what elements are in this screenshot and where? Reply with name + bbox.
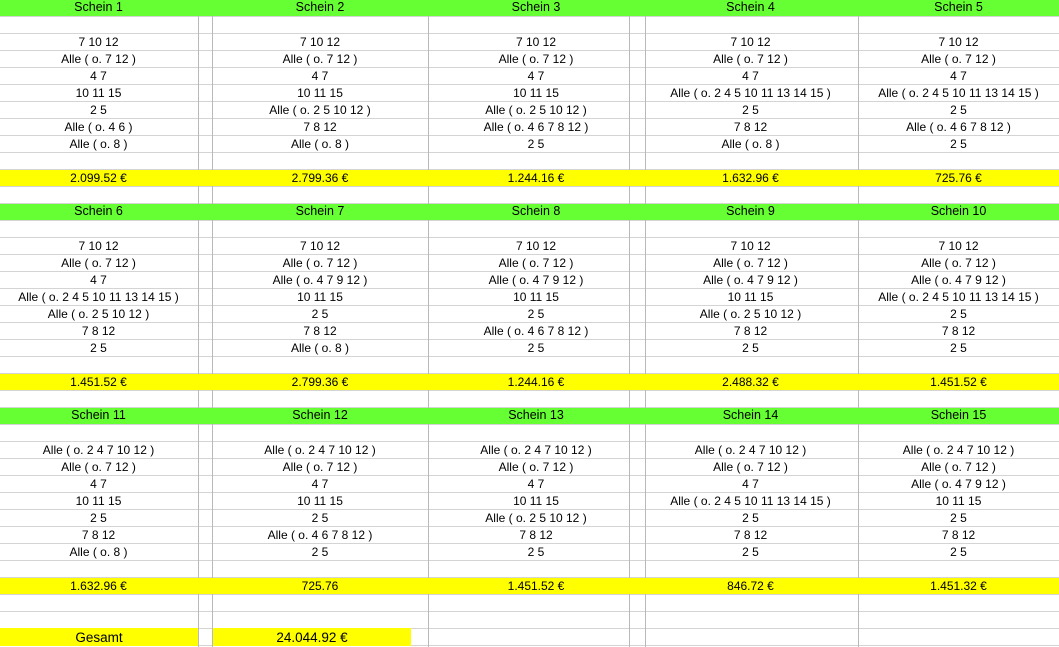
tip-row[interactable]: 7 10 12 xyxy=(299,35,341,49)
tip-row[interactable]: Alle ( o. 4 7 9 12 ) xyxy=(703,273,798,287)
schein-title[interactable]: Schein 9 xyxy=(726,204,775,218)
schein-title[interactable]: Schein 14 xyxy=(722,408,779,422)
tip-row[interactable]: Alle ( o. 7 12 ) xyxy=(61,460,136,474)
schein-title[interactable]: Schein 2 xyxy=(295,0,345,14)
tip-row[interactable]: 4 7 xyxy=(311,69,329,83)
tip-row[interactable]: Alle ( o. 7 12 ) xyxy=(498,460,574,474)
tip-row[interactable]: 7 10 12 xyxy=(515,35,557,49)
schein-title[interactable]: Schein 10 xyxy=(930,204,987,218)
tip-row[interactable]: Alle ( o. 2 5 10 12 ) xyxy=(485,103,587,117)
tip-row[interactable]: Alle ( o. 7 12 ) xyxy=(282,460,358,474)
schein-amount[interactable]: 2.488.32 € xyxy=(722,375,779,389)
tip-row[interactable]: Alle ( o. 2 4 5 10 11 13 14 15 ) xyxy=(670,494,831,508)
tip-row[interactable]: 7 8 12 xyxy=(733,120,768,134)
tip-row[interactable]: 4 7 xyxy=(90,477,107,491)
tip-row[interactable]: 10 11 15 xyxy=(513,494,559,508)
tip-row[interactable]: Alle ( o. 4 7 9 12 ) xyxy=(911,477,1006,491)
schein-amount[interactable]: 1.451.52 € xyxy=(70,375,127,389)
tip-row[interactable]: 2 5 xyxy=(742,341,759,355)
schein-title[interactable]: Schein 6 xyxy=(74,204,123,218)
tip-row[interactable]: 2 5 xyxy=(527,341,545,355)
schein-title[interactable]: Schein 15 xyxy=(930,408,987,422)
tip-row[interactable]: 7 8 12 xyxy=(941,528,976,542)
tip-row[interactable]: 4 7 xyxy=(90,69,107,83)
schein-title[interactable]: Schein 12 xyxy=(292,408,348,422)
tip-row[interactable]: 7 10 12 xyxy=(515,239,557,253)
tip-row[interactable]: Alle ( o. 7 12 ) xyxy=(282,256,358,270)
tip-row[interactable]: Alle ( o. 4 6 ) xyxy=(64,120,133,134)
schein-amount[interactable]: 2.799.36 € xyxy=(291,375,349,389)
tip-row[interactable]: Alle ( o. 7 12 ) xyxy=(921,460,996,474)
tip-row[interactable]: 10 11 15 xyxy=(727,290,774,304)
tip-row[interactable]: Alle ( o. 2 4 5 10 11 13 14 15 ) xyxy=(878,86,1039,100)
tip-row[interactable]: 4 7 xyxy=(527,477,545,491)
tip-row[interactable]: 7 8 12 xyxy=(81,324,116,338)
schein-amount[interactable]: 1.244.16 € xyxy=(507,375,565,389)
schein-title[interactable]: Schein 11 xyxy=(71,408,126,422)
tip-row[interactable]: 4 7 xyxy=(742,69,759,83)
tip-row[interactable]: 2 5 xyxy=(90,511,107,525)
tip-row[interactable]: 2 5 xyxy=(950,341,967,355)
tip-row[interactable]: 2 5 xyxy=(90,103,107,117)
schein-title[interactable]: Schein 4 xyxy=(726,0,775,14)
tip-row[interactable]: 7 8 12 xyxy=(81,528,116,542)
schein-amount[interactable]: 2.799.36 € xyxy=(291,171,349,185)
tip-row[interactable]: 2 5 xyxy=(527,545,545,559)
tip-row[interactable]: Alle ( o. 4 6 7 8 12 ) xyxy=(267,528,373,542)
tip-row[interactable]: 2 5 xyxy=(90,341,107,355)
tip-row[interactable]: Alle ( o. 7 12 ) xyxy=(498,52,574,66)
schein-title[interactable]: Schein 1 xyxy=(74,0,123,14)
tip-row[interactable]: 7 10 12 xyxy=(299,239,341,253)
tip-row[interactable]: 7 10 12 xyxy=(730,35,771,49)
tip-row[interactable]: 10 11 15 xyxy=(297,494,343,508)
tip-row[interactable]: 2 5 xyxy=(311,307,329,321)
tip-row[interactable]: 2 5 xyxy=(742,511,759,525)
tip-row[interactable]: Alle ( o. 2 4 7 10 12 ) xyxy=(264,443,376,457)
tip-row[interactable]: 7 10 12 xyxy=(730,239,771,253)
tip-row[interactable]: Alle ( o. 8 ) xyxy=(69,545,128,559)
schein-amount[interactable]: 1.632.96 € xyxy=(70,579,127,593)
schein-amount[interactable]: 2.099.52 € xyxy=(70,171,127,185)
tip-row[interactable]: Alle ( o. 4 7 9 12 ) xyxy=(272,273,368,287)
schein-title[interactable]: Schein 3 xyxy=(511,0,561,14)
tip-row[interactable]: Alle ( o. 7 12 ) xyxy=(61,256,136,270)
tip-row[interactable]: Alle ( o. 2 5 10 12 ) xyxy=(269,103,371,117)
schein-amount[interactable]: 1.451.32 € xyxy=(930,579,987,593)
tip-row[interactable]: 7 10 12 xyxy=(938,239,979,253)
tip-row[interactable]: 7 10 12 xyxy=(78,35,119,49)
total-label[interactable]: Gesamt xyxy=(75,630,123,645)
schein-amount[interactable]: 1.244.16 € xyxy=(507,171,565,185)
tip-row[interactable]: 7 8 12 xyxy=(303,324,337,338)
schein-amount[interactable]: 846.72 € xyxy=(727,579,774,593)
tip-row[interactable]: Alle ( o. 2 4 7 10 12 ) xyxy=(902,443,1015,457)
tip-row[interactable]: 2 5 xyxy=(527,307,545,321)
schein-title[interactable]: Schein 5 xyxy=(934,0,983,14)
row-gridline xyxy=(0,611,1059,612)
tip-row[interactable]: 2 5 xyxy=(311,511,329,525)
tip-row[interactable]: Alle ( o. 7 12 ) xyxy=(282,52,358,66)
tip-row[interactable]: 2 5 xyxy=(311,545,329,559)
tip-row[interactable]: 7 8 12 xyxy=(733,528,768,542)
tip-row[interactable]: 10 11 15 xyxy=(75,86,122,100)
tip-row[interactable]: 2 5 xyxy=(950,137,967,151)
tip-row[interactable]: Alle ( o. 7 12 ) xyxy=(921,256,996,270)
tip-row[interactable]: Alle ( o. 4 7 9 12 ) xyxy=(911,273,1006,287)
tip-row[interactable]: Alle ( o. 4 6 7 8 12 ) xyxy=(483,324,589,338)
tip-row[interactable]: Alle ( o. 2 4 7 10 12 ) xyxy=(42,443,155,457)
tip-row[interactable]: 10 11 15 xyxy=(297,86,343,100)
schein-title[interactable]: Schein 7 xyxy=(295,204,345,218)
tip-row[interactable]: 2 5 xyxy=(742,545,759,559)
tip-row[interactable]: 4 7 xyxy=(527,69,545,83)
tip-row[interactable]: 2 5 xyxy=(950,103,967,117)
tip-row[interactable]: 4 7 xyxy=(90,273,107,287)
tip-row[interactable]: Alle ( o. 7 12 ) xyxy=(713,460,788,474)
tip-row[interactable]: 10 11 15 xyxy=(297,290,343,304)
tip-row[interactable]: Alle ( o. 8 ) xyxy=(290,137,350,151)
tip-row[interactable]: 4 7 xyxy=(311,477,329,491)
tip-row[interactable]: Alle ( o. 2 4 5 10 11 13 14 15 ) xyxy=(18,290,179,304)
tip-row[interactable]: 4 7 xyxy=(742,477,759,491)
tip-row[interactable]: Alle ( o. 2 4 7 10 12 ) xyxy=(480,443,592,457)
tip-row[interactable]: Alle ( o. 2 5 10 12 ) xyxy=(485,511,587,525)
tip-row[interactable]: 10 11 15 xyxy=(513,290,559,304)
schein-amount[interactable]: 1.632.96 € xyxy=(722,171,779,185)
row-gridline xyxy=(0,424,1059,425)
tip-row[interactable]: Alle ( o. 2 5 10 12 ) xyxy=(47,307,150,321)
schein-title[interactable]: Schein 13 xyxy=(508,408,564,422)
row-gridline xyxy=(0,220,1059,221)
tip-row[interactable]: 2 5 xyxy=(950,545,967,559)
tip-row[interactable]: 7 8 12 xyxy=(519,528,553,542)
tip-row[interactable]: Alle ( o. 7 12 ) xyxy=(921,52,996,66)
schein-amount[interactable]: 725.76 € xyxy=(935,171,982,185)
tip-row[interactable]: Alle ( o. 4 6 7 8 12 ) xyxy=(483,120,589,134)
tip-row[interactable]: 10 11 15 xyxy=(935,494,982,508)
tip-row[interactable]: 7 8 12 xyxy=(733,324,768,338)
tip-row[interactable]: 7 10 12 xyxy=(78,239,119,253)
tip-row[interactable]: 7 10 12 xyxy=(938,35,979,49)
tip-row[interactable]: Alle ( o. 7 12 ) xyxy=(713,256,788,270)
tip-row[interactable]: 10 11 15 xyxy=(75,494,122,508)
total-value[interactable]: 24.044.92 € xyxy=(276,630,348,645)
schein-amount[interactable]: 1.451.52 € xyxy=(507,579,565,593)
tip-row[interactable]: Alle ( o. 7 12 ) xyxy=(713,52,788,66)
tip-row[interactable]: 4 7 xyxy=(950,69,967,83)
tip-row[interactable]: Alle ( o. 2 4 5 10 11 13 14 15 ) xyxy=(670,86,831,100)
tip-row[interactable]: 2 5 xyxy=(950,307,967,321)
tip-row[interactable]: Alle ( o. 7 12 ) xyxy=(498,256,574,270)
tip-row[interactable]: Alle ( o. 8 ) xyxy=(69,137,128,151)
tip-row[interactable]: Alle ( o. 2 4 7 10 12 ) xyxy=(694,443,807,457)
schein-amount[interactable]: 725.76 xyxy=(301,579,339,593)
tip-row[interactable]: Alle ( o. 2 5 10 12 ) xyxy=(699,307,802,321)
row-gridline xyxy=(0,16,1059,17)
tip-row[interactable]: Alle ( o. 8 ) xyxy=(290,341,350,355)
tip-row[interactable]: Alle ( o. 4 7 9 12 ) xyxy=(488,273,584,287)
tip-row[interactable]: 7 8 12 xyxy=(303,120,337,134)
tip-row[interactable]: 2 5 xyxy=(950,511,967,525)
tip-row[interactable]: Alle ( o. 8 ) xyxy=(721,137,780,151)
tip-row[interactable]: 2 5 xyxy=(742,103,759,117)
schein-amount[interactable]: 1.451.52 € xyxy=(930,375,987,389)
schein-title[interactable]: Schein 8 xyxy=(511,204,561,218)
tip-row[interactable]: Alle ( o. 4 6 7 8 12 ) xyxy=(906,120,1011,134)
column-gridline xyxy=(198,0,199,647)
tip-row[interactable]: 10 11 15 xyxy=(513,86,559,100)
tip-row[interactable]: 2 5 xyxy=(527,137,545,151)
tip-row[interactable]: Alle ( o. 7 12 ) xyxy=(61,52,136,66)
tip-row[interactable]: Alle ( o. 2 4 5 10 11 13 14 15 ) xyxy=(878,290,1039,304)
tip-row[interactable]: 7 8 12 xyxy=(941,324,976,338)
